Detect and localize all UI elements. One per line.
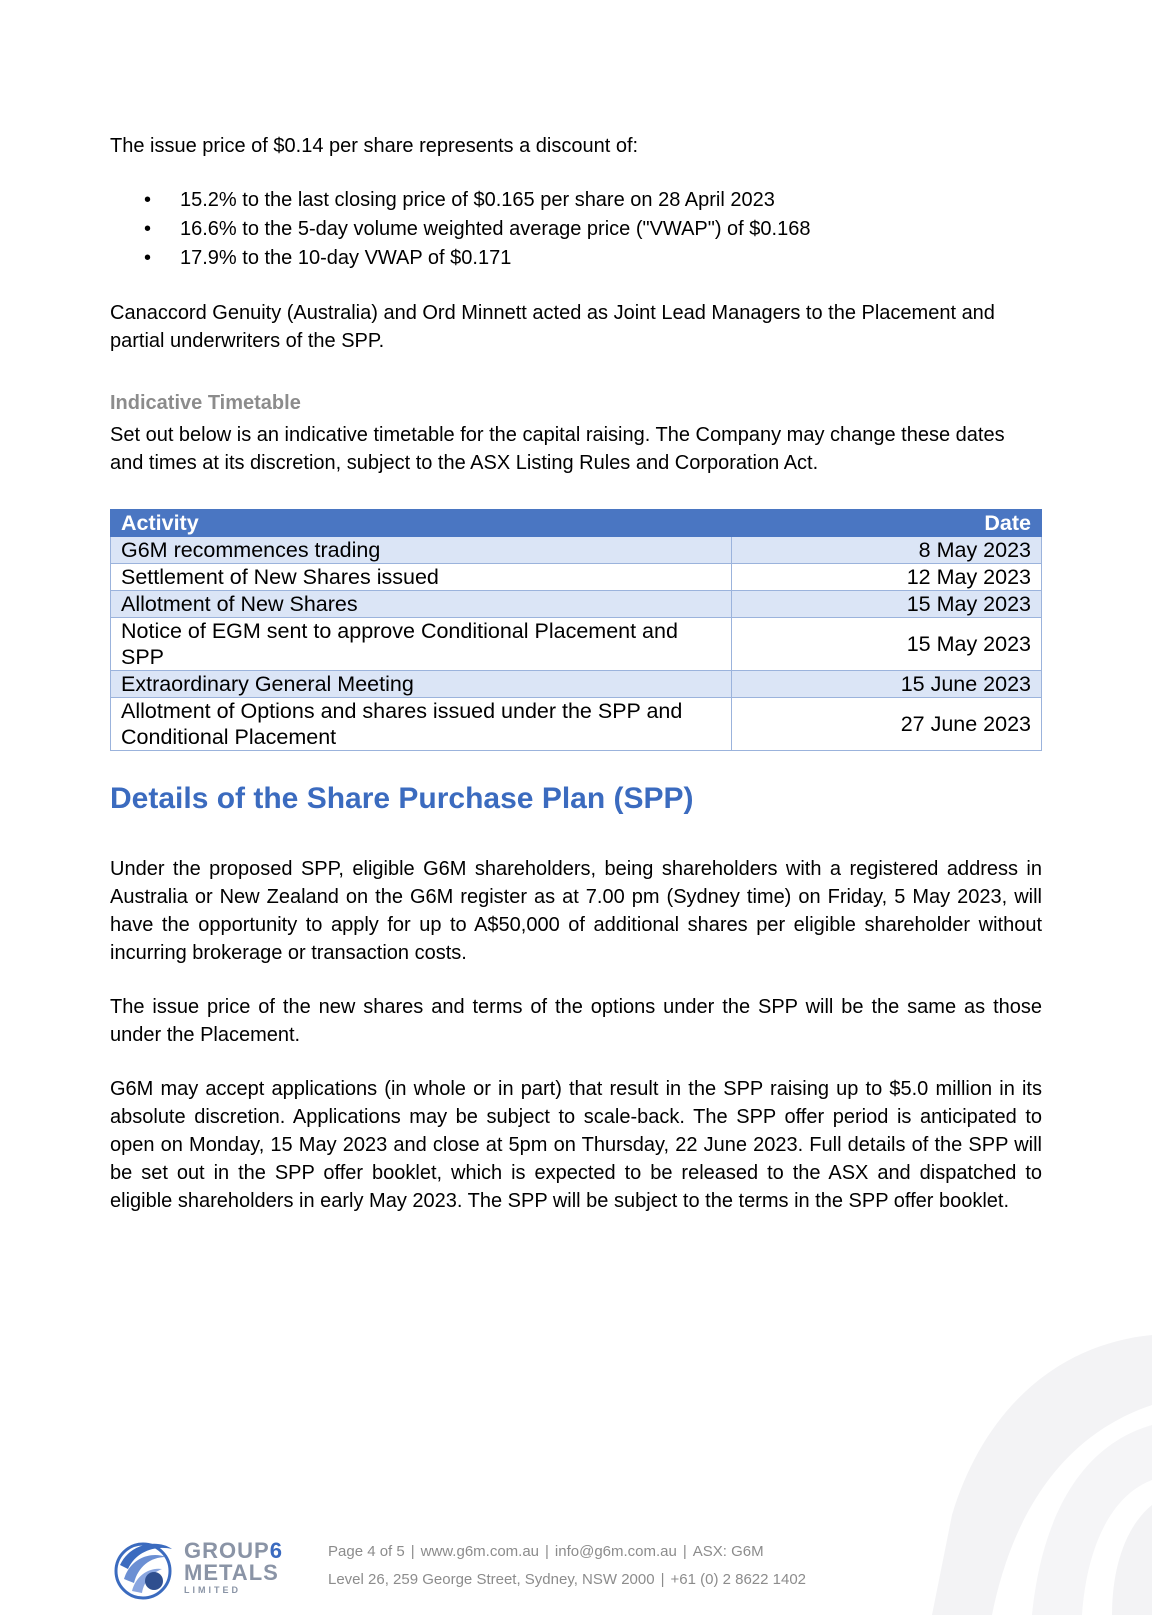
spp-applications-paragraph: G6M may accept applications (in whole or in part) that result in the SPP raising up to $5.0 million in its absolute discretion. Applications may be subject to scale-back. The SPP offer period is anticipated to open on Monday, 15 May 2023 and close at 5pm on Thursday, 22 June 2023. Full details of the SPP will be set out in the SPP offer booklet, which is expected to be released to the ASX and dispatched to eligible shareholders in early May 2023. The SPP will be subject to the terms in the SPP offer booklet. xyxy=(110,1078,1042,1212)
separator: | xyxy=(682,1543,687,1560)
table-row xyxy=(111,537,1042,564)
separator: | xyxy=(545,1543,549,1560)
list-item: • 15.2% to the last closing price of $0.165 per share on 28 April 2023 xyxy=(110,186,1042,215)
separator: | xyxy=(660,1571,665,1588)
spp-eligibility-paragraph: Under the proposed SPP, eligible G6M shareholders, being shareholders with a registered address in Australia or New Zealand on the G6M register as at 7.00 pm (Sydney time) on Friday, 5 May 2023, will have the opportunity to apply for up to A$50,000 of additional shares per eligible shareholder without incurring brokerage or transaction costs. xyxy=(110,858,1042,964)
phone-number: +61 (0) 2 8622 1402 xyxy=(670,1571,807,1588)
page-footer xyxy=(110,1530,910,1600)
column-header-date: Date xyxy=(732,510,1042,537)
separator: | xyxy=(410,1543,415,1560)
date-cell: 15 May 2023 xyxy=(732,618,1042,671)
page-content xyxy=(110,132,1042,1215)
date-cell: 12 May 2023 xyxy=(732,564,1042,591)
wordmark-group: GROUP xyxy=(184,1538,270,1563)
footer-contact-info xyxy=(328,1538,806,1594)
activity-cell: Settlement of New Shares issued xyxy=(111,564,732,591)
table-header-row xyxy=(111,510,1042,537)
office-address: Level 26, 259 George Street, Sydney, NSW 2000 xyxy=(328,1571,655,1588)
email-link[interactable]: info@g6m.com.au xyxy=(554,1543,677,1560)
table-row xyxy=(111,698,1042,751)
timetable-description: Set out below is an indicative timetable for the capital raising. The Company may change these dates and times at its discretion, subject to the ASX Listing Rules and Corporation Act. xyxy=(110,424,1005,474)
activity-cell: Extraordinary General Meeting xyxy=(111,671,732,698)
activity-cell: Allotment of Options and shares issued under the SPP and Conditional Placement xyxy=(111,698,732,751)
date-cell: 8 May 2023 xyxy=(732,537,1042,564)
timetable-heading: Indicative Timetable xyxy=(110,392,301,414)
list-item: • 17.9% to the 10-day VWAP of $0.171 xyxy=(110,244,1042,273)
discount-list xyxy=(110,186,1042,273)
date-cell: 15 May 2023 xyxy=(732,591,1042,618)
table-row xyxy=(111,564,1042,591)
activity-cell: Notice of EGM sent to approve Conditional Placement and SPP xyxy=(111,618,732,671)
date-cell: 27 June 2023 xyxy=(732,698,1042,751)
activity-cell: G6M recommences trading xyxy=(111,537,732,564)
timetable-table xyxy=(110,509,1042,751)
background-watermark-graphic xyxy=(872,1315,1152,1615)
table-row xyxy=(111,591,1042,618)
table-row xyxy=(111,618,1042,671)
footer-line-2 xyxy=(328,1566,806,1594)
wordmark-limited: LIMITED xyxy=(184,1585,241,1595)
joint-lead-managers-paragraph: Canaccord Genuity (Australia) and Ord Minnett acted as Joint Lead Managers to the Placement and partial underwriters of the SPP. xyxy=(110,302,995,352)
activity-cell: Allotment of New Shares xyxy=(111,591,732,618)
spp-heading: Details of the Share Purchase Plan (SPP) xyxy=(110,782,694,815)
page-number: Page 4 of 5 xyxy=(328,1543,405,1560)
wordmark-six: 6 xyxy=(269,1538,283,1563)
table-row xyxy=(111,671,1042,698)
footer-line-1 xyxy=(328,1538,806,1566)
date-cell: 15 June 2023 xyxy=(732,671,1042,698)
company-wordmark xyxy=(184,1540,283,1596)
website-link[interactable]: www.g6m.com.au xyxy=(420,1543,540,1560)
list-item: • 16.6% to the 5-day volume weighted average price ("VWAP") of $0.168 xyxy=(110,215,1042,244)
discount-intro: The issue price of $0.14 per share represents a discount of: xyxy=(110,135,639,157)
column-header-activity: Activity xyxy=(111,510,732,537)
wordmark-metals: METALS xyxy=(184,1560,279,1585)
group6-logo-icon xyxy=(110,1535,176,1601)
spp-terms-paragraph: The issue price of the new shares and terms of the options under the SPP will be the same as those under the Placement. xyxy=(110,996,1042,1046)
asx-code: ASX: G6M xyxy=(692,1543,764,1560)
